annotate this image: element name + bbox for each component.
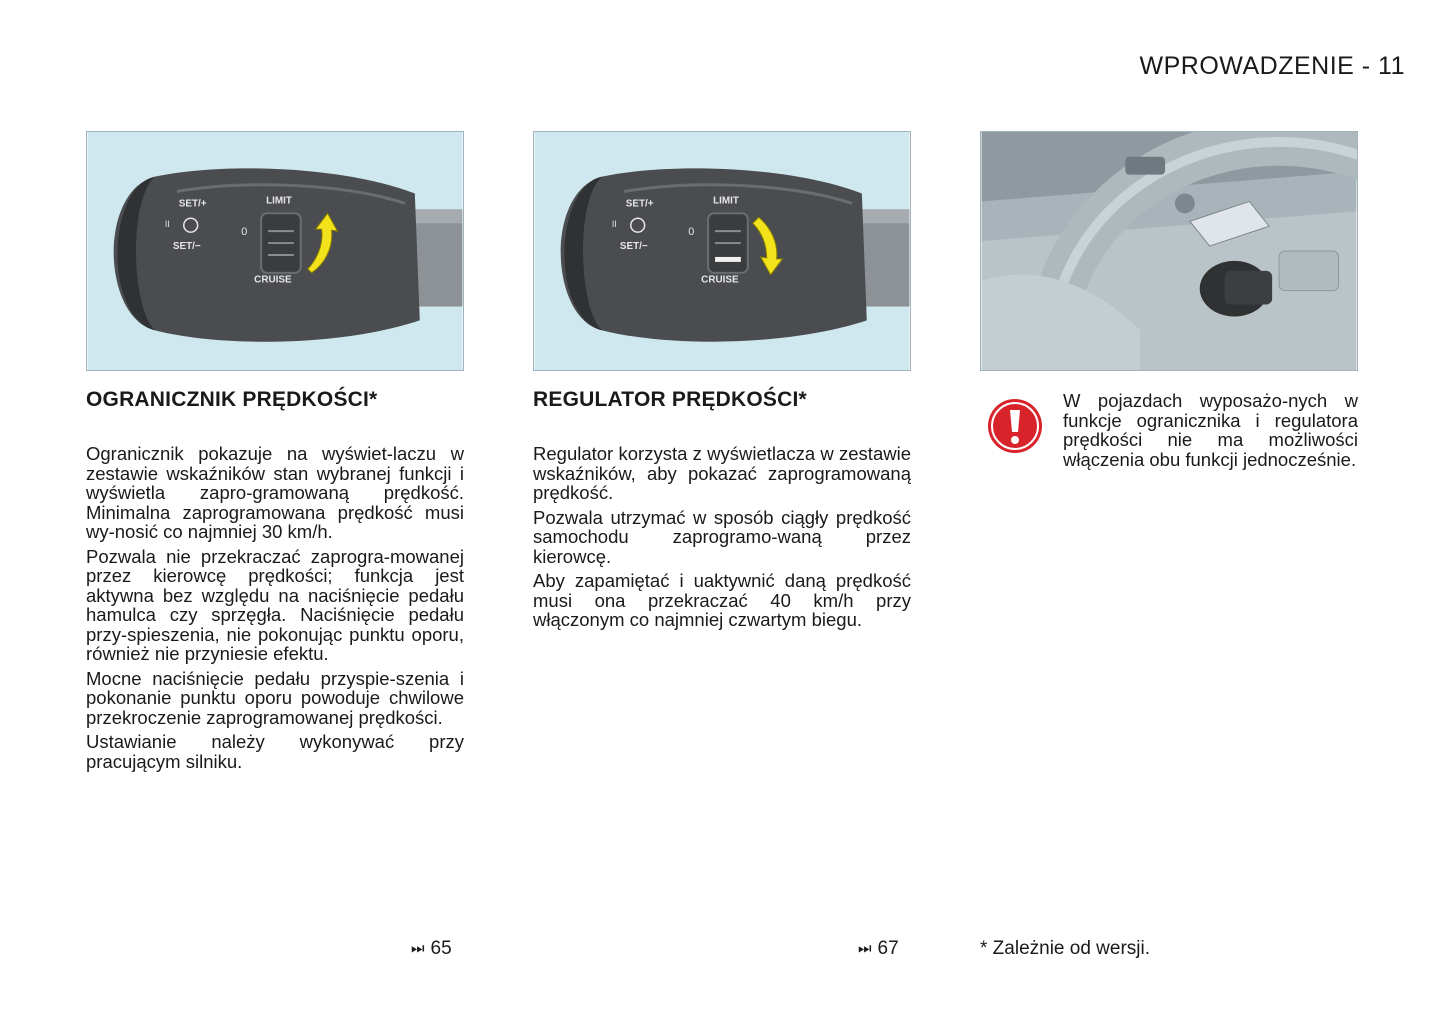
two-label: II bbox=[611, 219, 617, 230]
set-minus-label: SET/− bbox=[172, 241, 201, 253]
zero-label: 0 bbox=[241, 226, 248, 239]
cruise-body bbox=[533, 444, 911, 635]
limiter-stalk-figure bbox=[86, 131, 464, 371]
paragraph: Aby zapamiętać i uaktywnić daną prędkość musi ona przekraczać 40 km/h przy włączonym co najmniej czwartym biegu. bbox=[533, 570, 911, 630]
steering-wheel-figure bbox=[980, 131, 1358, 371]
cruise-label: CRUISE bbox=[254, 274, 292, 286]
page-header: WPROWADZENIE - 11 bbox=[1139, 52, 1405, 80]
set-plus-label: SET/+ bbox=[625, 198, 654, 210]
page-number: 67 bbox=[877, 938, 899, 959]
cruise-label: CRUISE bbox=[701, 274, 739, 286]
set-minus-label: SET/− bbox=[619, 241, 648, 253]
exclamation-icon bbox=[987, 398, 1043, 454]
page-reference-limiter[interactable] bbox=[411, 938, 452, 960]
footnote: * Zależnie od wersji. bbox=[980, 938, 1151, 959]
paragraph: Regulator korzysta z wyświetlacza w zestawie wskaźników, aby pokazać zaprogramowaną prędkość. bbox=[533, 443, 911, 503]
limiter-body bbox=[86, 444, 464, 776]
cruise-stalk-figure bbox=[533, 131, 911, 371]
page-reference-cruise[interactable] bbox=[858, 938, 899, 960]
paragraph: Mocne naciśnięcie pedału przyspie-szenia i pokonanie punktu oporu powoduje chwilowe przekroczenie zaprogramowanej prędkości. bbox=[86, 667, 464, 728]
paragraph: Pozwala nie przekraczać zaprogra-mowanej przez kierowcę prędkości; funkcja jest aktywna bez względu na naciśnięcie pedału hamulca czy sprzęgła. Naciśnięcie pedału przy-spieszenia, nie pokonując punktu oporu, również nie przyniesie efektu. bbox=[86, 545, 464, 664]
set-plus-label: SET/+ bbox=[178, 198, 207, 210]
cruise-heading: REGULATOR PRĘDKOŚCI* bbox=[533, 388, 807, 411]
paragraph: Ustawianie należy wykonywać przy pracującym silniku. bbox=[86, 731, 464, 772]
skip-forward-icon: ⏭ bbox=[858, 940, 872, 957]
warning-text: W pojazdach wyposażo-nych w funkcje ogranicznika i regulatora prędkości nie ma możliwości włączenia obu funkcji jednocześnie. bbox=[1063, 390, 1358, 470]
limiter-heading: OGRANICZNIK PRĘDKOŚCI* bbox=[86, 388, 378, 411]
paragraph: Pozwala utrzymać w sposób ciągły prędkość samochodu zaprogramo-waną przez kierowcę. bbox=[533, 506, 911, 567]
paragraph: Ogranicznik pokazuje na wyświet-laczu w zestawie wskaźników stan wybranej funkcji i wyświetla zapro-gramowaną prędkość. Minimalna zaprogramowana prędkość musi wy-nosić co najmniej 30 km/h. bbox=[86, 443, 464, 542]
limit-label: LIMIT bbox=[713, 195, 739, 207]
limit-label: LIMIT bbox=[266, 195, 292, 207]
two-label: II bbox=[164, 219, 170, 230]
zero-label: 0 bbox=[688, 226, 695, 239]
skip-forward-icon: ⏭ bbox=[411, 940, 425, 957]
page-number: 65 bbox=[430, 938, 452, 959]
